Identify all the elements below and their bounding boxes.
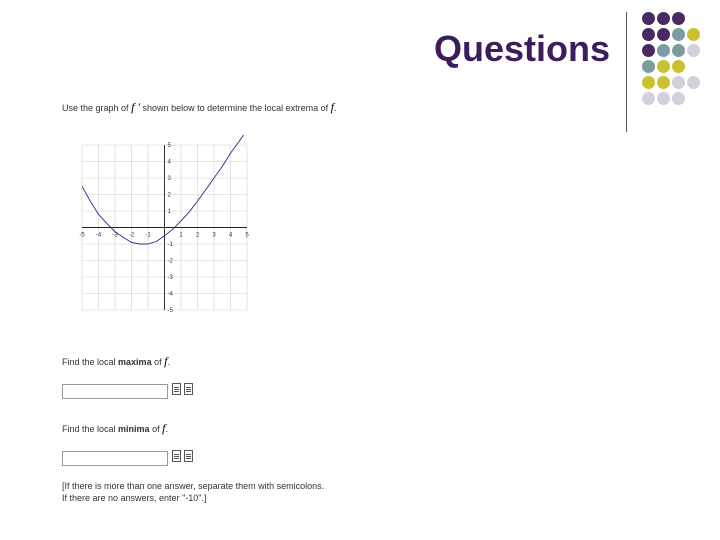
- x-tick-label: 1: [179, 232, 183, 239]
- decorative-dot: [657, 12, 670, 25]
- y-tick-label: 2: [167, 192, 171, 199]
- minima-keyword: minima: [118, 424, 150, 434]
- instruction-pre: Use the graph of: [62, 103, 129, 113]
- y-tick-label: 5: [167, 143, 171, 149]
- y-tick-label: -2: [167, 258, 173, 265]
- note-line-1: [If there is more than one answer, separate them with semicolons.: [62, 481, 325, 491]
- maxima-end: .: [167, 357, 170, 367]
- decorative-dot: [642, 92, 655, 105]
- f-symbol: f: [164, 354, 168, 368]
- minima-end: .: [165, 424, 168, 434]
- x-tick-label: -1: [145, 232, 151, 239]
- decorative-dot: [687, 76, 700, 89]
- x-tick-label: -4: [95, 232, 102, 239]
- y-tick-label: -4: [167, 291, 173, 298]
- edit-icon[interactable]: [172, 383, 181, 395]
- decorative-dot: [672, 44, 685, 57]
- minima-pre: Find the local: [62, 424, 116, 434]
- y-tick-label: 4: [167, 159, 171, 166]
- x-tick-label: -2: [128, 232, 135, 239]
- answer-instructions: [62, 480, 324, 504]
- maxima-prompt: [62, 354, 170, 369]
- decorative-dot: [672, 60, 685, 73]
- y-tick-label: 3: [167, 176, 171, 182]
- decorative-dot: [657, 92, 670, 105]
- x-tick-label: 4: [228, 232, 233, 239]
- instruction-end: .: [334, 103, 337, 113]
- decorative-dot: [642, 76, 655, 89]
- fprime-graph: [70, 135, 260, 320]
- decorative-dot: [672, 76, 685, 89]
- minima-answer-input[interactable]: [62, 451, 168, 466]
- instruction-text: [62, 100, 337, 115]
- decorative-dot: [657, 44, 670, 57]
- maxima-keyword: maxima: [118, 357, 152, 367]
- fprime-symbol: f ′: [131, 100, 141, 114]
- decorative-dot: [657, 28, 670, 41]
- decorative-dot: [672, 28, 685, 41]
- decorative-dot: [642, 60, 655, 73]
- f-symbol: f: [330, 100, 335, 114]
- maxima-post: of: [154, 357, 162, 367]
- x-tick-label: 5: [245, 232, 249, 239]
- decorative-dot: [687, 44, 700, 57]
- note-line-2: If there are no answers, enter "-10".]: [62, 493, 207, 503]
- maxima-pre: Find the local: [62, 357, 116, 367]
- x-tick-label: 3: [212, 232, 216, 239]
- y-tick-label: -1: [167, 242, 173, 248]
- slide-title: Questions: [433, 28, 610, 69]
- help-icon[interactable]: [184, 450, 193, 462]
- y-tick-label: 1: [167, 209, 171, 215]
- decorative-dot: [657, 60, 670, 73]
- edit-icon[interactable]: [172, 450, 181, 462]
- y-tick-label: -3: [167, 275, 173, 281]
- y-tick-label: -5: [167, 308, 173, 314]
- decorative-dot: [657, 76, 670, 89]
- decorative-dot: [687, 28, 700, 41]
- instruction-mid: shown below to determine the local extrema of: [142, 103, 329, 113]
- divider-line: [626, 12, 627, 132]
- help-icon[interactable]: [184, 383, 193, 395]
- minima-prompt: [62, 421, 168, 436]
- decorative-dot: [672, 12, 685, 25]
- minima-post: of: [152, 424, 160, 434]
- decorative-dot: [642, 12, 655, 25]
- decorative-dot-grid: [0, 0, 720, 140]
- decorative-dot: [642, 44, 655, 57]
- x-tick-label: -5: [79, 232, 85, 239]
- f-symbol: f: [162, 421, 166, 435]
- decorative-dot: [642, 28, 655, 41]
- maxima-answer-input[interactable]: [62, 384, 168, 399]
- decorative-dot: [672, 92, 685, 105]
- x-tick-label: 2: [195, 232, 200, 239]
- x-tick-label: -3: [112, 232, 118, 239]
